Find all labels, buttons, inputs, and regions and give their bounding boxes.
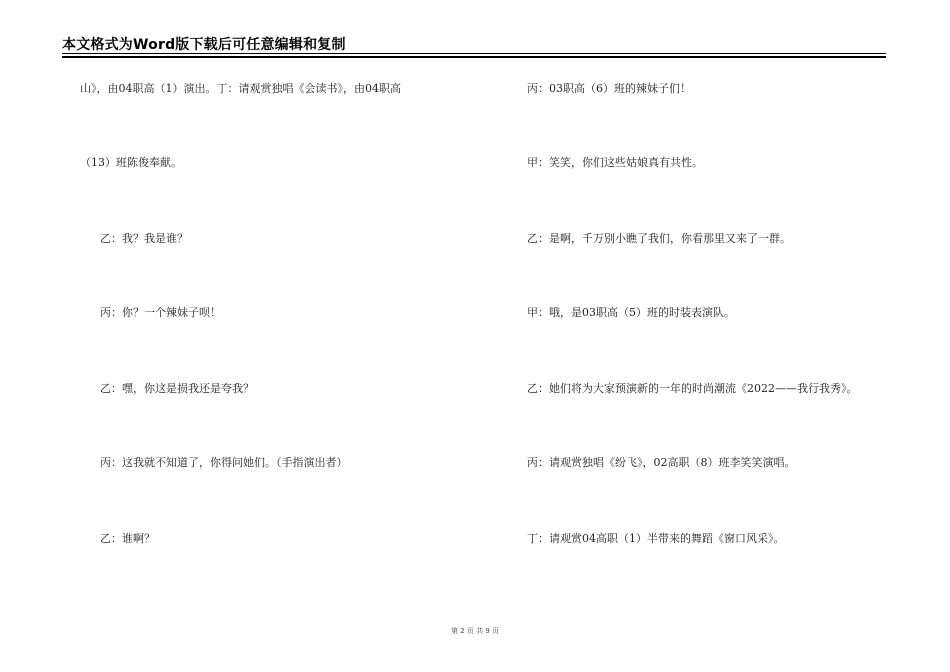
left-line-6: 丙：这我就不知道了，你得问她们。（手指演出者）	[100, 456, 348, 469]
left-line-1: 山》，由04职高（1）演出。丁：请观赏独唱《会读书》，由04职高	[80, 82, 401, 95]
right-line-3: 乙：是啊，千万别小瞧了我们，你看那里又来了一群。	[527, 232, 791, 245]
page-number-footer: 第 2 页 共 9 页	[450, 627, 500, 635]
right-line-7: 丁：请观赏04高职（1）半带来的舞蹈《窗口风采》。	[527, 532, 785, 545]
header-rule-thin	[62, 53, 886, 54]
document-header-title: 本文格式为Word版下载后可任意编辑和复制	[62, 37, 346, 53]
right-line-2: 甲：笑笑，你们这些姑娘真有共性。	[527, 156, 703, 169]
left-line-4: 丙：你？一个辣妹子呗！	[100, 306, 221, 319]
right-line-1: 丙：03职高（6）班的辣妹子们！	[527, 82, 691, 95]
right-line-5: 乙：她们将为大家预演新的一年的时尚潮流《2022——我行我秀》。	[527, 382, 858, 395]
left-line-2: （13）班陈俊奉献。	[80, 156, 182, 169]
left-line-5: 乙：嘿，你这是损我还是夸我？	[100, 382, 254, 395]
left-line-7: 乙：谁啊？	[100, 532, 155, 545]
header-rule-thick	[62, 56, 886, 58]
right-line-4: 甲：哦，是03职高（5）班的时装表演队。	[527, 306, 735, 319]
left-line-3: 乙：我？我是谁？	[100, 232, 188, 245]
right-line-6: 丙：请观赏独唱《纷飞》，02高职（8）班李笑笑演唱。	[527, 456, 796, 469]
